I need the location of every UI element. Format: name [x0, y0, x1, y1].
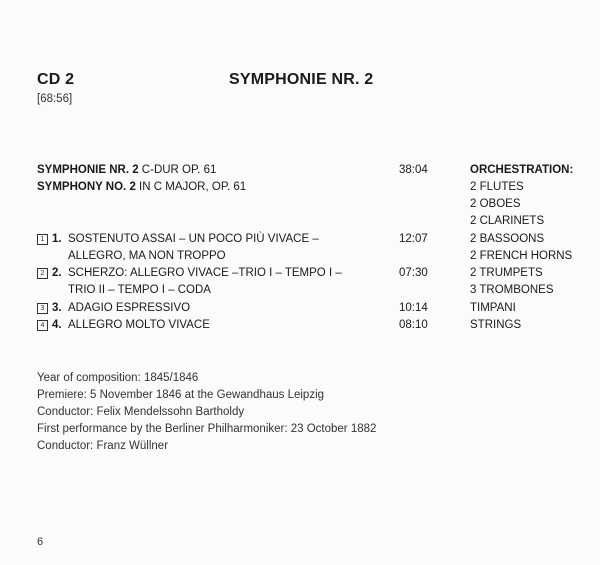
track-number: 1.: [52, 233, 62, 245]
track-title-line: SCHERZO: ALLEGRO VIVACE –TRIO I – TEMPO I –: [68, 267, 342, 279]
track-title-line: TRIO II – TEMPO I – CODA: [68, 284, 211, 296]
orchestration-item: 2 OBOES: [470, 198, 521, 210]
info-premiere: Premiere: 5 November 1846 at the Gewandhaus Leipzig: [37, 389, 325, 401]
track-number-box: 1: [37, 234, 48, 245]
track-duration: 08:10: [399, 319, 428, 331]
work-title-german: [37, 164, 216, 176]
track-number-box: 4: [37, 320, 48, 331]
total-duration: 38:04: [399, 164, 428, 176]
page-number: 6: [37, 536, 44, 548]
track-number-box: 2: [37, 268, 48, 279]
info-first-performance: First performance by the Berliner Philharmoniker: 23 October 1882: [37, 423, 377, 435]
info-conductor-berlin: Conductor: Franz Wüllner: [37, 440, 169, 452]
track-duration: 07:30: [399, 267, 428, 279]
page-title: SYMPHONIE NR. 2: [229, 71, 374, 88]
orchestration-item: 3 TROMBONES: [470, 284, 554, 296]
track-number: 4.: [52, 319, 62, 331]
track-title-line: ALLEGRO MOLTO VIVACE: [68, 319, 210, 331]
work-title-english: [37, 181, 246, 193]
track-title-line: ADAGIO ESPRESSIVO: [68, 302, 191, 314]
work-title-german-bold: SYMPHONIE NR. 2: [37, 164, 139, 176]
track-title-line: ALLEGRO, MA NON TROPPO: [68, 250, 226, 262]
track-number: 3.: [52, 302, 62, 314]
track-duration: 10:14: [399, 302, 428, 314]
cd-label: CD 2: [37, 71, 75, 88]
work-title-english-rest: IN C MAJOR, OP. 61: [135, 181, 247, 193]
track-duration: 12:07: [399, 233, 428, 245]
track-number-box: 3: [37, 303, 48, 314]
orchestration-item: 2 BASSOONS: [470, 233, 545, 245]
orchestration-item: TIMPANI: [470, 302, 516, 314]
orchestration-item: 2 FRENCH HORNS: [470, 250, 573, 262]
orchestration-item: 2 TRUMPETS: [470, 267, 543, 279]
orchestration-heading: ORCHESTRATION:: [470, 164, 574, 176]
track-number: 2.: [52, 267, 62, 279]
work-title-english-bold: SYMPHONY NO. 2: [37, 181, 136, 193]
info-year: Year of composition: 1845/1846: [37, 372, 199, 384]
orchestration-item: 2 FLUTES: [470, 181, 524, 193]
track-title-line: SOSTENUTO ASSAI – UN POCO PIÙ VIVACE –: [68, 233, 319, 245]
info-conductor: Conductor: Felix Mendelssohn Bartholdy: [37, 406, 245, 418]
orchestration-item: 2 CLARINETS: [470, 215, 545, 227]
work-title-german-rest: C-DUR OP. 61: [138, 164, 217, 176]
cd-duration: [68:56]: [37, 93, 73, 105]
orchestration-item: STRINGS: [470, 319, 522, 331]
